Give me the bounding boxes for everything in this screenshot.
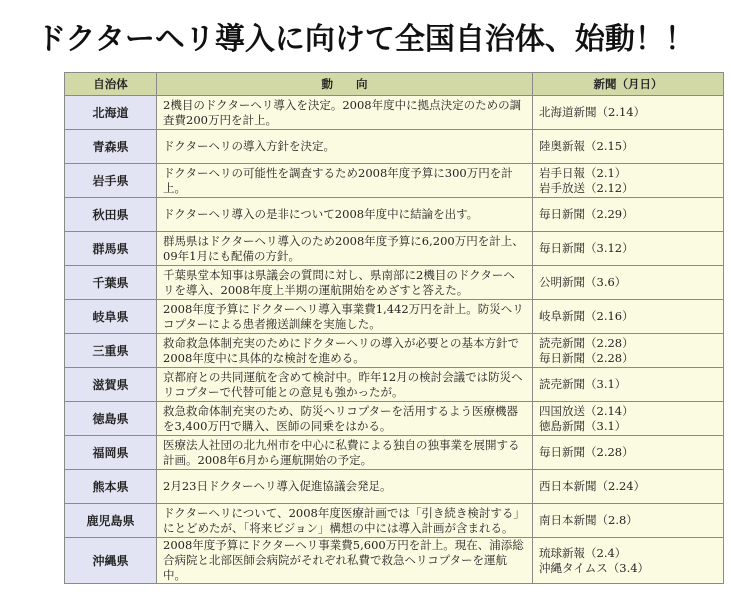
row-papers <box>533 334 724 368</box>
row-papers <box>533 538 724 584</box>
row-pref: 福岡県 <box>65 436 157 470</box>
row-paper: 岩手日報（2.1） <box>539 165 627 180</box>
row-pref: 熊本県 <box>65 470 157 504</box>
row-pref: 岐阜県 <box>65 300 157 334</box>
row-paper: 毎日新聞（2.29） <box>539 207 634 221</box>
table-row <box>65 368 724 402</box>
row-paper: 岐阜新聞（2.16） <box>539 309 634 323</box>
row-papers <box>533 164 724 198</box>
row-papers <box>533 402 724 436</box>
table-header-row <box>65 73 724 96</box>
row-pref: 千葉県 <box>65 266 157 300</box>
row-pref: 滋賀県 <box>65 368 157 402</box>
row-paper: 毎日新聞（3.12） <box>539 241 634 255</box>
row-paper: 北海道新聞（2.14） <box>539 105 646 119</box>
row-trend: ドクターヘリについて、2008年度医療計画では「引き続き検討する」にとどめたが、「将来ビジョン」構想の中には導入計画が含まれる。 <box>157 504 533 538</box>
row-paper: 公明新聞（3.6） <box>539 275 627 289</box>
table-row <box>65 198 724 232</box>
row-paper: 沖縄タイムス（3.4） <box>539 560 650 575</box>
table-row <box>65 232 724 266</box>
row-paper: 琉球新報（2.4） <box>539 545 627 560</box>
header-pref: 自治体 <box>65 73 157 96</box>
table-row <box>65 504 724 538</box>
table-row <box>65 164 724 198</box>
table-row <box>65 266 724 300</box>
row-papers <box>533 504 724 538</box>
row-paper: 西日本新聞（2.24） <box>539 479 646 493</box>
municipality-table <box>64 72 724 584</box>
row-trend: 2月23日ドクターヘリ導入促進協議会発足。 <box>157 470 533 504</box>
table-row <box>65 130 724 164</box>
header-trend: 動 向 <box>157 73 533 96</box>
row-pref: 群馬県 <box>65 232 157 266</box>
row-paper: 岩手放送（2.12） <box>539 180 634 195</box>
table-row <box>65 300 724 334</box>
page-title: ドクターヘリ導入に向けて全国自治体、始動！！ <box>36 22 695 57</box>
row-trend: 2008年度予算にドクターヘリ事業費5,600万円を計上。現在、浦添総合病院と北部医師会病院がそれぞれ私費で救急ヘリコプターを運航中。 <box>157 538 533 584</box>
row-papers <box>533 300 724 334</box>
row-pref: 北海道 <box>65 96 157 130</box>
row-paper: 陸奥新報（2.15） <box>539 139 634 153</box>
row-trend: 救命救急体制充実のためにドクターヘリの導入が必要との基本方針で2008年度中に具体的な検討を進める。 <box>157 334 533 368</box>
row-trend: 千葉県堂本知事は県議会の質問に対し、県南部に2機目のドクターヘリを導入、2008年度上半期の運航開始をめざすと答えた。 <box>157 266 533 300</box>
row-paper: 読売新聞（2.28） <box>539 335 634 350</box>
row-trend: 2機目のドクターヘリ導入を決定。2008年度中に拠点決定のための調査費200万円を計上。 <box>157 96 533 130</box>
row-paper: 毎日新聞（2.28） <box>539 350 634 365</box>
table-row <box>65 538 724 584</box>
row-pref: 青森県 <box>65 130 157 164</box>
row-paper: 徳島新聞（3.1） <box>539 418 627 433</box>
row-papers <box>533 130 724 164</box>
row-papers <box>533 470 724 504</box>
table-row <box>65 96 724 130</box>
row-trend: 京都府との共同運航を含めて検討中。昨年12月の検討会議では防災ヘリコプターで代替可能との意見も強かったが。 <box>157 368 533 402</box>
row-pref: 秋田県 <box>65 198 157 232</box>
row-papers <box>533 436 724 470</box>
row-pref: 徳島県 <box>65 402 157 436</box>
row-paper: 読売新聞（3.1） <box>539 377 627 391</box>
table-row <box>65 334 724 368</box>
row-trend: ドクターヘリの導入方針を決定。 <box>157 130 533 164</box>
row-papers <box>533 198 724 232</box>
row-paper: 四国放送（2.14） <box>539 403 634 418</box>
row-papers <box>533 96 724 130</box>
row-trend: 医療法人社団の北九州市を中心に私費による独自の独事業を展開する計画。2008年6月から運航開始の予定。 <box>157 436 533 470</box>
row-trend: ドクターヘリ導入の是非について2008年度中に結論を出す。 <box>157 198 533 232</box>
row-pref: 沖縄県 <box>65 538 157 584</box>
header-paper: 新聞（月日） <box>533 73 724 96</box>
row-paper: 毎日新聞（2.28） <box>539 445 634 459</box>
row-pref: 鹿児島県 <box>65 504 157 538</box>
table-row <box>65 470 724 504</box>
row-trend: 2008年度予算にドクターヘリ導入事業費1,442万円を計上。防災ヘリコプターによる患者搬送訓練を実施した。 <box>157 300 533 334</box>
row-trend: ドクターヘリの可能性を調査するため2008年度予算に300万円を計上。 <box>157 164 533 198</box>
row-pref: 三重県 <box>65 334 157 368</box>
row-papers <box>533 232 724 266</box>
row-trend: 救急救命体制充実のため、防災ヘリコプターを活用するよう医療機器を3,400万円で購入、医師の同乗をはかる。 <box>157 402 533 436</box>
row-papers <box>533 368 724 402</box>
row-trend: 群馬県はドクターヘリ導入のため2008年度予算に6,200万円を計上、09年1月にも配備の方針。 <box>157 232 533 266</box>
table-row <box>65 402 724 436</box>
row-paper: 南日本新聞（2.8） <box>539 513 638 527</box>
table-row <box>65 436 724 470</box>
row-papers <box>533 266 724 300</box>
row-pref: 岩手県 <box>65 164 157 198</box>
